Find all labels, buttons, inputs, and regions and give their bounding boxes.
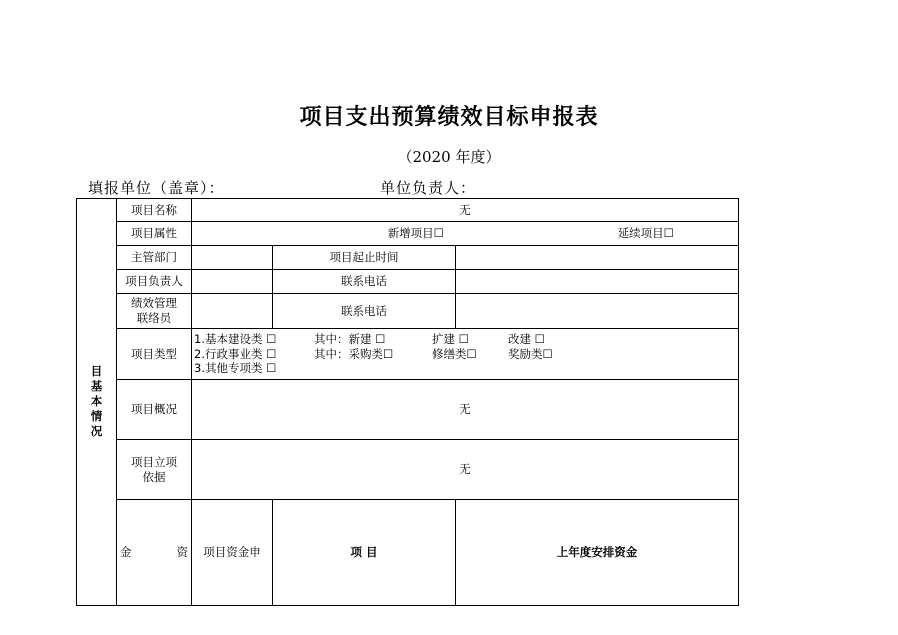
- type-line-3: [194, 361, 736, 376]
- table-row: [77, 440, 739, 500]
- perf-contact-label: [117, 294, 192, 329]
- dept-label: 主管部门: [117, 246, 192, 270]
- perf-contact-label-line1: 绩效管理: [131, 296, 177, 311]
- table-row: [77, 199, 739, 222]
- overview-label: 项目概况: [117, 380, 192, 440]
- project-attr-label: 项目属性: [117, 222, 192, 246]
- phone-value[interactable]: [456, 270, 739, 294]
- basis-label-line1: 项目立项: [131, 454, 177, 469]
- project-name-label: 项目名称: [117, 199, 192, 222]
- type-infrastructure-checkbox[interactable]: 1.基本建设类 ☐: [194, 331, 277, 346]
- continued-project-checkbox[interactable]: 延续项目☐: [617, 226, 674, 241]
- project-attr-value: [192, 222, 739, 246]
- table-row: [77, 246, 739, 270]
- page-title: 项目支出预算绩效目标申报表: [299, 105, 599, 130]
- table-row: [77, 222, 739, 246]
- basis-label-line2: 依据: [142, 469, 166, 484]
- table-row: [77, 500, 739, 606]
- type-line-1: [194, 332, 736, 347]
- leader-value[interactable]: [192, 270, 273, 294]
- funds-side-left: 金: [120, 544, 132, 559]
- type-new-build-checkbox[interactable]: 其中：新建 ☐: [314, 331, 386, 346]
- new-project-checkbox[interactable]: 新增项目☐: [387, 226, 444, 241]
- type-purchase-checkbox[interactable]: 其中：采购类☐: [314, 346, 394, 361]
- period-label: 项目起止时间: [273, 246, 456, 270]
- funds-label: 项目资金申: [192, 500, 273, 606]
- phone-label: 联系电话: [273, 270, 456, 294]
- type-line-2: [194, 347, 736, 362]
- type-other-checkbox[interactable]: 3.其他专项类 ☐: [194, 361, 277, 376]
- phone-value-2[interactable]: [456, 294, 739, 329]
- funds-last-year-header: 上年度安排资金: [456, 500, 739, 606]
- basic-info-side-cell: [77, 199, 117, 606]
- dept-value[interactable]: [192, 246, 273, 270]
- unit-responsible-label: 单位负责人：: [380, 179, 477, 197]
- type-reward-checkbox[interactable]: 奖励类☐: [508, 346, 553, 361]
- perf-contact-label-line2: 联络员: [136, 311, 172, 325]
- type-admin-checkbox[interactable]: 2.行政事业类 ☐: [194, 346, 277, 361]
- table-row: [77, 294, 739, 329]
- funds-side-right: 资: [176, 544, 188, 559]
- type-repair-checkbox[interactable]: 修缮类☐: [432, 346, 477, 361]
- table-row: [77, 270, 739, 294]
- type-expand-checkbox[interactable]: 扩建 ☐: [432, 331, 469, 346]
- funds-item-header: 项 目: [273, 500, 456, 606]
- leader-label: 项目负责人: [117, 270, 192, 294]
- type-rebuild-checkbox[interactable]: 改建 ☐: [508, 331, 545, 346]
- basis-value[interactable]: 无: [192, 440, 739, 500]
- table-row: [77, 329, 739, 380]
- project-name-value[interactable]: 无: [192, 199, 739, 222]
- period-value[interactable]: [456, 246, 739, 270]
- table-row: [77, 380, 739, 440]
- funds-side-cell: [117, 500, 192, 606]
- basic-info-side-label: 目基本情况: [90, 364, 103, 439]
- project-type-options: [192, 329, 739, 380]
- basis-label: [117, 440, 192, 500]
- project-type-label: 项目类型: [117, 329, 192, 380]
- phone-label-2: 联系电话: [273, 294, 456, 329]
- year-label: （2020 年度）: [397, 148, 501, 166]
- filling-unit-label: 填报单位（盖章）：: [88, 179, 225, 197]
- overview-value[interactable]: 无: [192, 380, 739, 440]
- perf-contact-value[interactable]: [192, 294, 273, 329]
- performance-form-table: [76, 198, 739, 606]
